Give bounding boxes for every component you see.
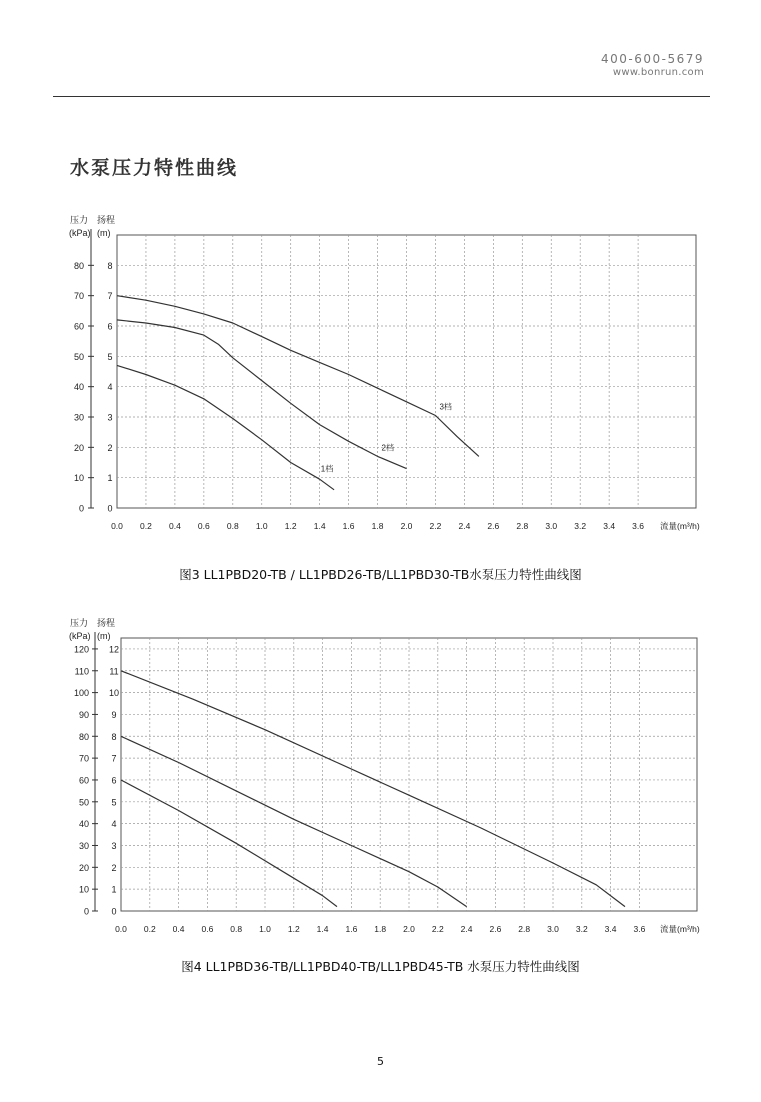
x-tick-label: 2.8 [518,924,531,934]
y-axis-unit-pressure: (kPa) [69,631,91,641]
x-axis-title: 流量 [660,924,678,934]
x-tick-label: 0.6 [197,521,210,531]
y-tick-label-m: 9 [111,709,117,720]
y-tick-label-m: 6 [111,775,117,786]
x-tick-label: 0.8 [230,924,243,934]
x-tick-label: 1.0 [255,521,268,531]
y-tick-label-m: 5 [111,797,117,808]
chart-3-caption: 图3 LL1PBD20-TB / LL1PBD26-TB/LL1PBD30-TB水泵压力特性曲线图 [179,567,582,582]
series-line-1 [121,780,337,907]
y-tick-label-kpa: 10 [73,473,84,484]
x-tick-label: 3.2 [575,924,588,934]
x-tick-label: 1.4 [316,924,329,934]
y-tick-label-kpa: 70 [78,753,89,764]
y-tick-label-kpa: 0 [78,503,84,514]
pump-curve-chart-4-svg [0,618,761,938]
x-tick-label: 2.0 [400,521,413,531]
y-tick-label-kpa: 100 [73,688,89,699]
section-title: 水泵压力特性曲线 [70,157,239,179]
y-tick-label-m: 3 [111,840,117,851]
y-tick-label-m: 1 [111,884,117,895]
y-tick-label-m: 7 [107,291,113,302]
y-tick-label-kpa: 70 [73,291,84,302]
header-phone: 400-600-5679 [600,52,704,66]
y-tick-label-kpa: 80 [73,260,84,271]
y-tick-label-m: 8 [111,731,117,742]
y-tick-label-m: 0 [111,906,117,917]
y-tick-label-kpa: 10 [78,884,89,895]
x-tick-label: 3.0 [545,521,558,531]
y-axis-title-pressure: 压力 [70,618,89,628]
pump-curve-chart-3 [0,205,761,549]
x-tick-label: 3.6 [633,924,646,934]
y-tick-label-kpa: 40 [73,382,84,393]
series-label-3: 3档 [439,402,452,412]
x-tick-label: 3.4 [604,924,617,934]
y-tick-label-m: 8 [107,260,113,271]
series-line-3 [121,671,625,907]
x-tick-label: 2.6 [487,521,500,531]
y-axis-title-pressure: 压力 [70,215,89,225]
x-tick-label: 0.4 [172,924,185,934]
y-tick-label-m: 7 [111,753,117,764]
x-tick-label: 1.4 [313,521,326,531]
y-tick-label-kpa: 120 [73,644,89,655]
x-tick-label: 0.6 [201,924,214,934]
page-number: 5 [377,1055,384,1068]
x-tick-label: 0.8 [226,521,239,531]
y-axis-unit-pressure: (kPa) [69,228,91,238]
x-tick-label: 0.0 [111,521,123,531]
y-tick-label-kpa: 20 [73,442,84,453]
y-tick-label-m: 5 [107,351,113,362]
chart-4-caption: 图4 LL1PBD36-TB/LL1PBD40-TB/LL1PBD45-TB 水泵压力特性曲线图 [181,959,580,974]
y-tick-label-m: 4 [111,819,117,830]
x-tick-label: 0.2 [143,924,156,934]
y-tick-label-m: 6 [107,321,113,332]
x-tick-label: 3.6 [632,521,645,531]
y-tick-label-kpa: 30 [73,412,84,423]
y-axis-title-head: 扬程 [97,618,116,628]
series-line-1 [117,365,334,489]
y-tick-label-kpa: 50 [73,351,84,362]
y-axis-title-head: 扬程 [97,215,116,225]
x-tick-label: 0.2 [140,521,152,531]
y-tick-label-kpa: 0 [83,906,89,917]
x-tick-label: 3.4 [603,521,616,531]
y-tick-label-m: 4 [107,382,113,393]
x-axis-unit: (m³/h) [677,521,700,531]
y-tick-label-kpa: 20 [78,862,89,873]
series-line-3 [117,296,479,457]
y-tick-label-kpa: 80 [78,731,89,742]
x-tick-label: 2.2 [429,521,442,531]
x-tick-label: 3.0 [547,924,559,934]
x-tick-label: 2.0 [403,924,415,934]
series-label-2: 2档 [381,443,395,453]
x-tick-label: 1.8 [371,521,384,531]
x-tick-label: 1.0 [259,924,271,934]
y-tick-label-m: 0 [107,503,113,514]
x-tick-label: 1.2 [284,521,297,531]
x-tick-label: 2.2 [431,924,444,934]
y-tick-label-kpa: 60 [73,321,84,332]
x-tick-label: 2.6 [489,924,502,934]
x-tick-label: 1.6 [345,924,358,934]
y-tick-label-m: 11 [109,666,119,677]
y-tick-label-kpa: 40 [78,819,89,830]
y-tick-label-m: 2 [107,442,113,453]
y-tick-label-kpa: 30 [78,840,89,851]
y-tick-label-m: 3 [107,412,113,423]
x-axis-title: 流量 [660,521,678,531]
y-tick-label-m: 2 [111,862,117,873]
x-tick-label: 3.2 [574,521,587,531]
y-tick-label-kpa: 110 [74,666,89,677]
y-axis-unit-head: (m) [97,631,111,641]
y-tick-label-m: 1 [107,473,113,484]
x-axis-unit: (m³/h) [677,924,700,934]
y-tick-label-kpa: 90 [78,709,89,720]
series-line-2 [117,320,407,469]
x-tick-label: 0.4 [168,521,181,531]
y-tick-label-kpa: 60 [78,775,89,786]
y-tick-label-kpa: 50 [78,797,89,808]
header-url: www.bonrun.com [612,67,704,78]
y-tick-label-m: 12 [108,644,120,655]
x-tick-label: 1.6 [342,521,355,531]
x-tick-label: 2.8 [516,521,529,531]
series-label-1: 1档 [320,464,334,474]
x-tick-label: 0.0 [115,924,127,934]
x-tick-label: 1.8 [374,924,387,934]
pump-curve-chart-3-svg [0,205,761,545]
pump-curve-chart-4 [0,618,761,942]
x-tick-label: 1.2 [287,924,300,934]
header-divider [53,96,710,97]
y-axis-unit-head: (m) [97,228,111,238]
x-tick-label: 2.4 [458,521,471,531]
series-line-2 [121,736,467,906]
x-tick-label: 2.4 [460,924,473,934]
y-tick-label-m: 10 [108,688,120,699]
